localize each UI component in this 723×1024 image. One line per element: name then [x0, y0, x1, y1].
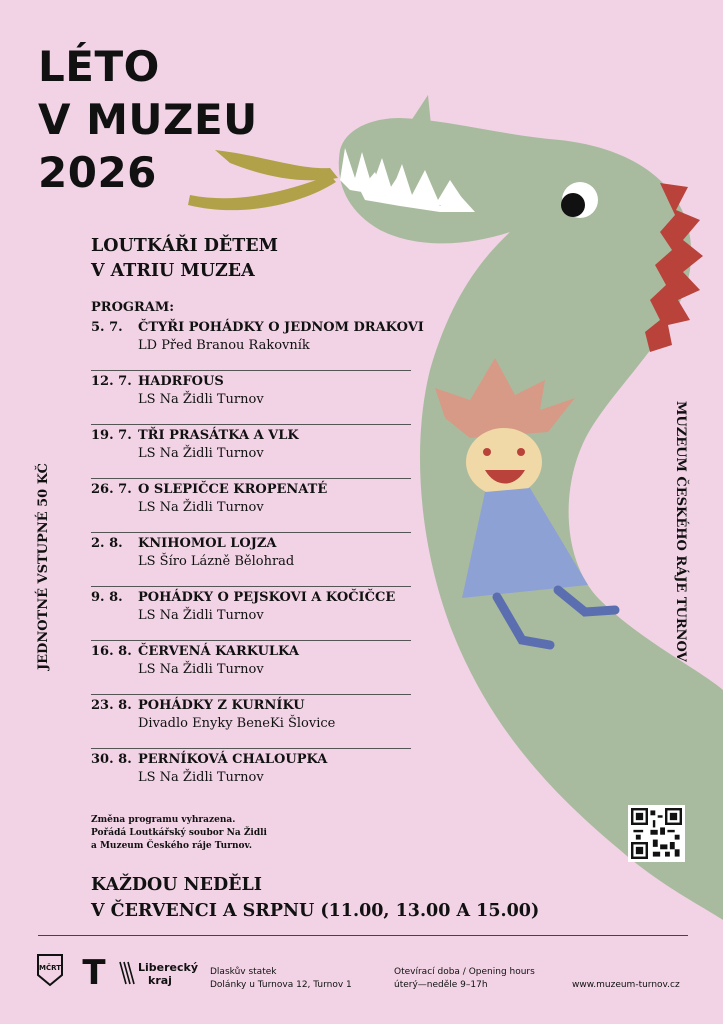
list-item	[91, 695, 411, 749]
footer-address	[210, 966, 352, 992]
event-name: HADRFOUS	[138, 374, 224, 389]
hours-line-1: Otevírací doba / Opening hours	[394, 967, 535, 977]
turnov-logo-text: T	[82, 953, 106, 993]
event-date: 16. 8.	[91, 644, 132, 659]
schedule	[91, 872, 539, 924]
event-troupe: LS Na Židli Turnov	[138, 446, 264, 461]
event-troupe: Divadlo Enyky BeneKi Šlovice	[138, 716, 336, 731]
subtitle-line-1: LOUTKÁŘI DĚTEM	[91, 236, 278, 256]
museum-vertical-text: MUZEUM ČESKÉHO RÁJE TURNOV	[673, 401, 688, 662]
website-link[interactable]: www.muzeum-turnov.cz	[572, 980, 680, 990]
event-troupe: LS Šíro Lázně Bělohrad	[138, 554, 295, 569]
puppet-eye-left	[483, 448, 491, 456]
event-name: POHÁDKY Z KURNÍKU	[138, 698, 305, 713]
address-line-2: Dolánky u Turnova 12, Turnov 1	[210, 980, 352, 990]
title-line-1: LÉTO	[38, 42, 160, 91]
event-troupe: LS Na Židli Turnov	[138, 608, 264, 623]
qr-code-icon	[631, 808, 682, 859]
mcrt-logo-icon	[36, 953, 64, 987]
note-line-2: Pořádá Loutkářský soubor Na Židli	[91, 828, 267, 838]
list-item	[91, 317, 424, 371]
footer-divider	[38, 935, 688, 936]
event-name: O SLEPIČCE KROPENATÉ	[138, 482, 328, 497]
list-item	[91, 641, 411, 695]
event-troupe: LS Na Židli Turnov	[138, 392, 264, 407]
schedule-line-2: V ČERVENCI A SRPNU (11.00, 13.00 A 15.00)	[91, 901, 540, 921]
program-list	[91, 317, 424, 803]
event-date: 23. 8.	[91, 698, 132, 713]
dragon-eye-pupil	[561, 193, 585, 217]
list-item	[91, 533, 411, 587]
address-line-1: Dlaskův statek	[210, 967, 277, 977]
hours-line-2: úterý—neděle 9–17h	[394, 980, 488, 990]
poster-title	[38, 40, 258, 199]
schedule-line-1: KAŽDOU NEDĚLI	[91, 875, 262, 895]
puppet-face	[466, 428, 542, 496]
event-date: 30. 8.	[91, 752, 132, 767]
event-troupe: LS Na Židli Turnov	[138, 662, 264, 677]
program-label: PROGRAM:	[91, 300, 175, 315]
list-item	[91, 371, 411, 425]
liberecky-kraj-logo-icon	[118, 958, 199, 988]
event-troupe: LS Na Židli Turnov	[138, 500, 264, 515]
event-date: 9. 8.	[91, 590, 123, 605]
turnov-logo-icon	[82, 953, 106, 993]
footer-hours	[394, 966, 535, 992]
qr-code[interactable]	[628, 805, 685, 862]
event-name: ČTYŘI POHÁDKY O JEDNOM DRAKOVI	[138, 320, 424, 335]
list-item	[91, 425, 411, 479]
event-troupe: LS Na Židli Turnov	[138, 770, 264, 785]
list-item	[91, 587, 411, 641]
event-troupe: LD Před Branou Rakovník	[138, 338, 310, 353]
event-date: 19. 7.	[91, 428, 132, 443]
event-date: 2. 8.	[91, 536, 123, 551]
mcrt-logo-text: MČRT	[39, 964, 61, 972]
event-name: PERNÍKOVÁ CHALOUPKA	[138, 752, 328, 767]
dragon-horn	[405, 95, 432, 135]
event-date: 5. 7.	[91, 320, 123, 335]
note-line-3: a Muzeum Českého ráje Turnov.	[91, 841, 252, 851]
admission-vertical-text: JEDNOTNÉ VSTUPNÉ 50 KČ	[36, 462, 51, 670]
event-name: POHÁDKY O PEJSKOVI A KOČIČCE	[138, 590, 396, 605]
event-name: TŘI PRASÁTKA A VLK	[138, 428, 299, 443]
poster-subtitle	[91, 234, 278, 284]
title-line-2: V MUZEU	[38, 95, 258, 144]
title-line-3: 2026	[38, 148, 157, 197]
puppet-eye-right	[517, 448, 525, 456]
list-item	[91, 479, 411, 533]
event-name: ČERVENÁ KARKULKA	[138, 644, 299, 659]
kraj-logo-line2: kraj	[148, 974, 172, 987]
subtitle-line-2: V ATRIU MUZEA	[91, 261, 255, 281]
event-date: 12. 7.	[91, 374, 132, 389]
program-note	[91, 814, 267, 853]
kraj-logo-line1: Liberecký	[138, 961, 199, 974]
note-line-1: Změna programu vyhrazena.	[91, 815, 236, 825]
list-item	[91, 749, 411, 803]
event-date: 26. 7.	[91, 482, 132, 497]
event-name: KNIHOMOL LOJZA	[138, 536, 277, 551]
